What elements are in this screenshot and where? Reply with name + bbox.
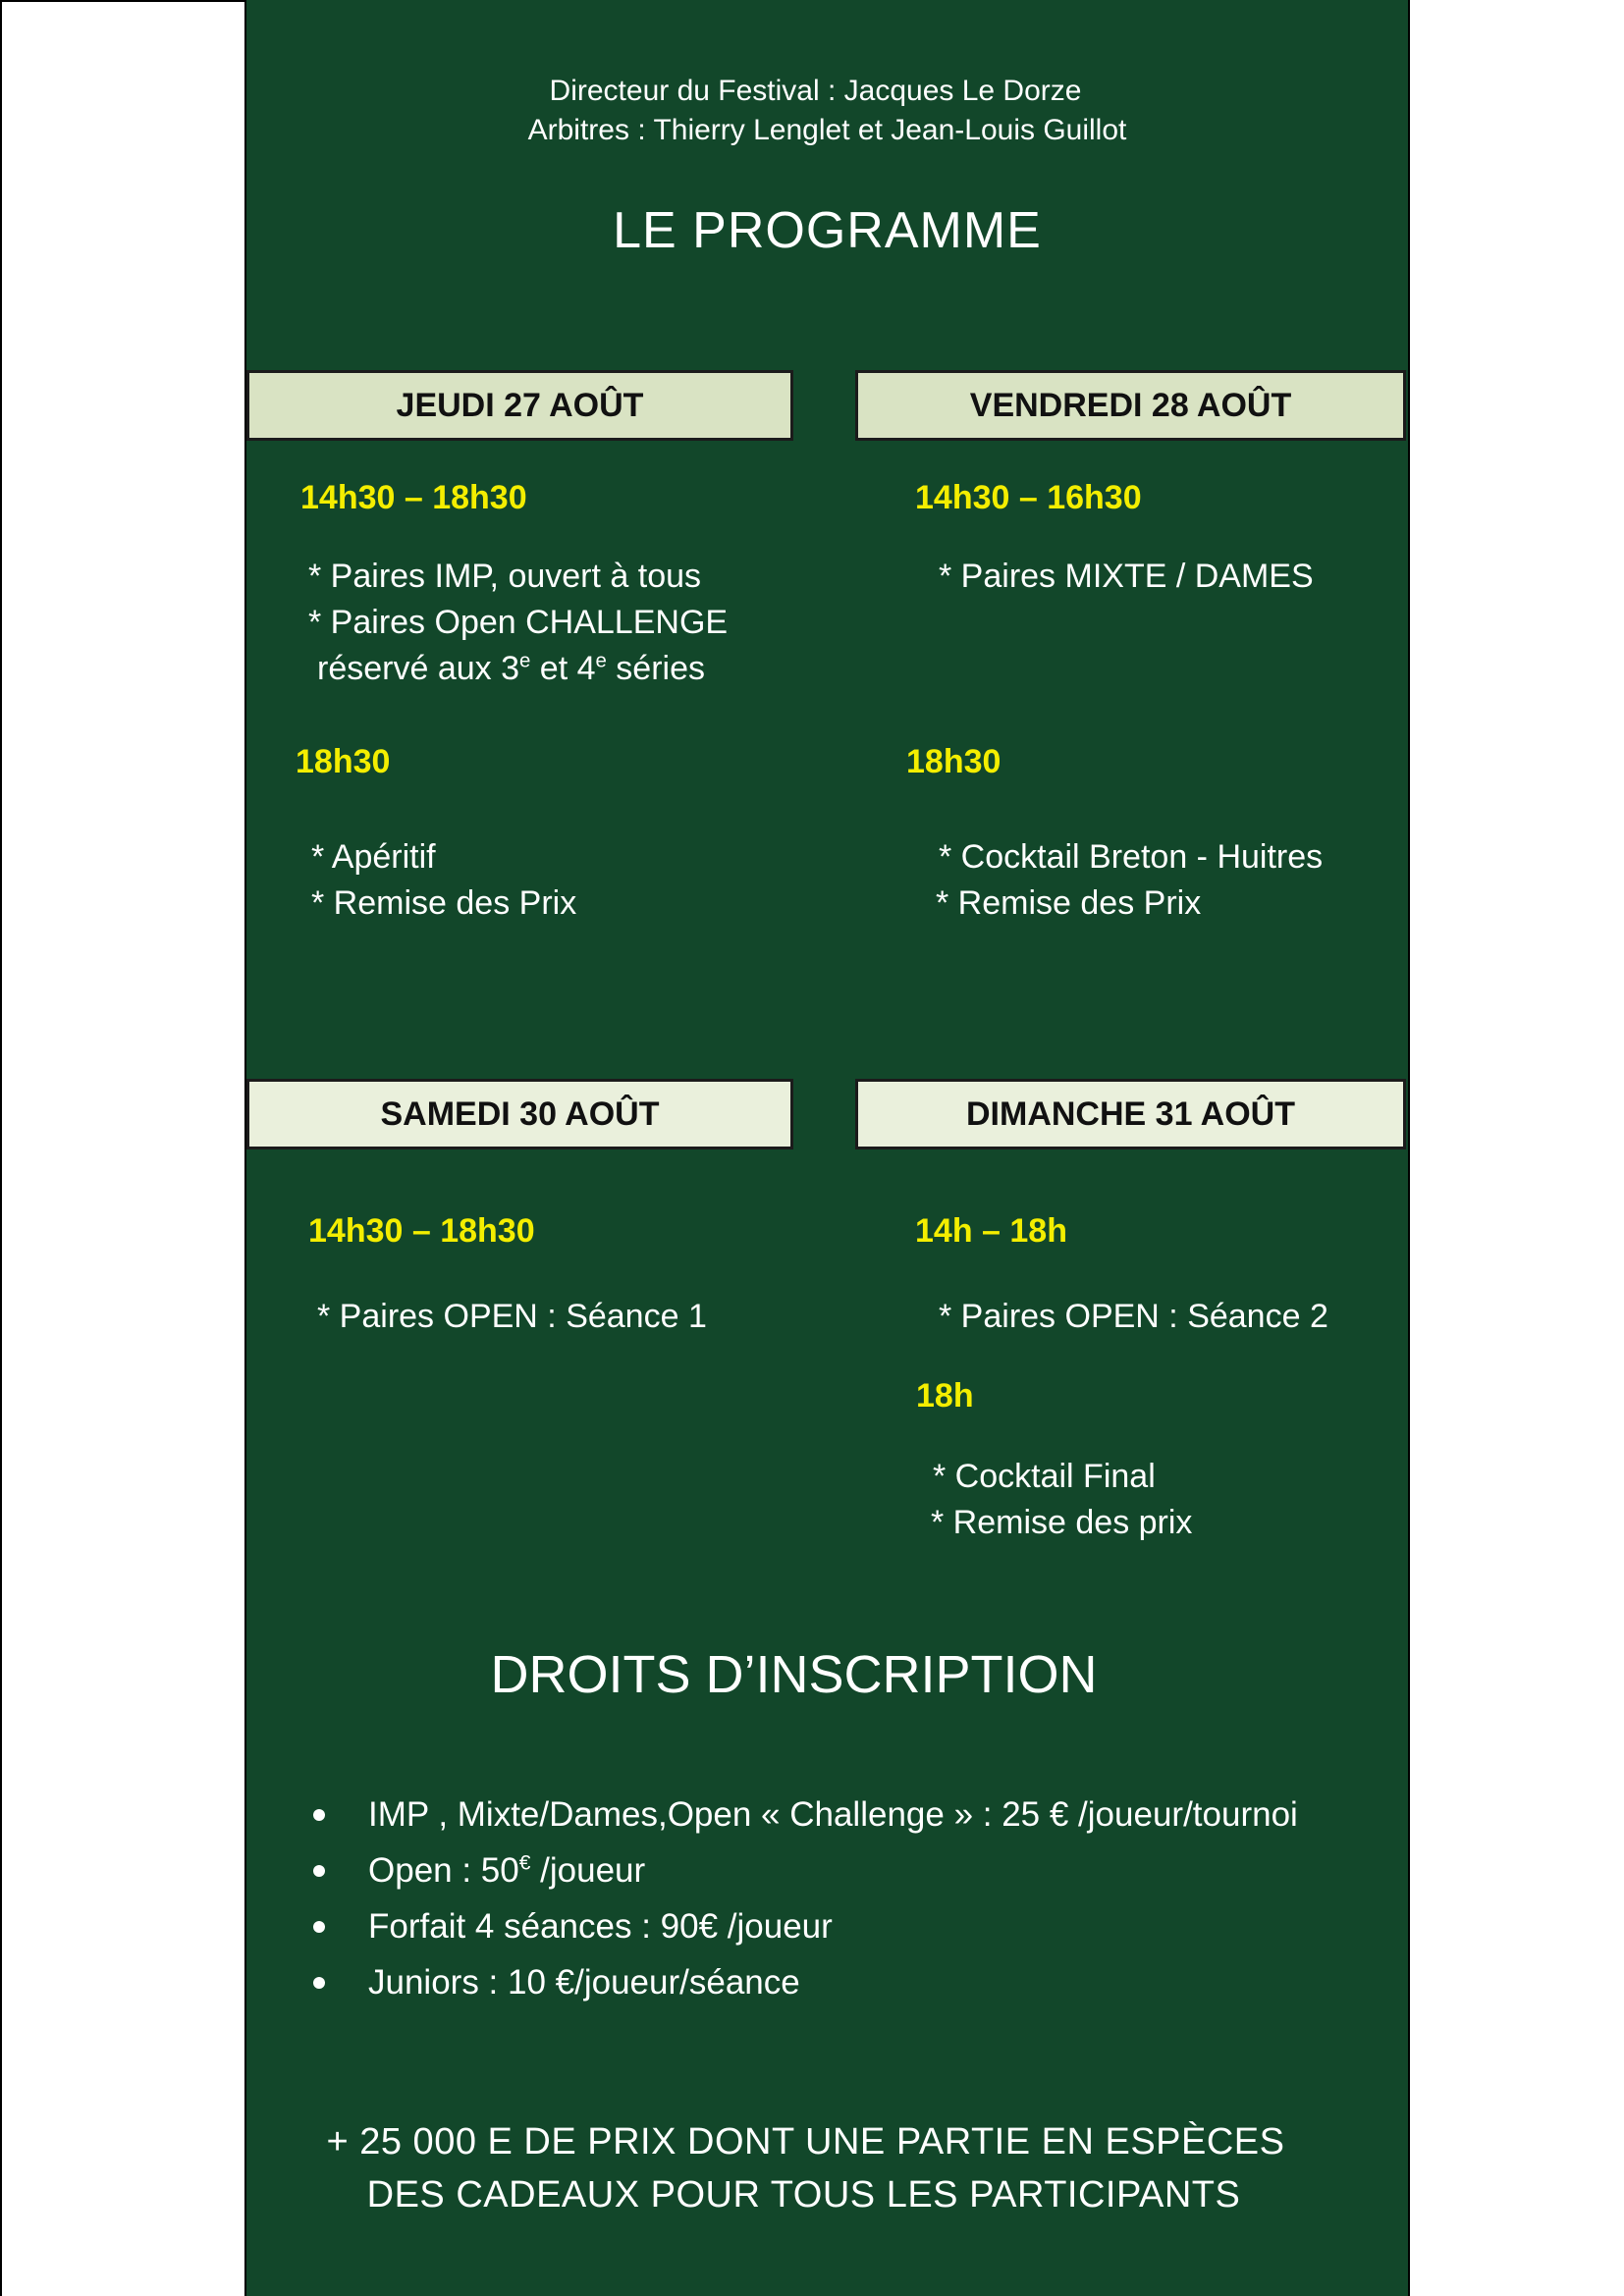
bullet-icon xyxy=(313,1809,325,1821)
bullet-icon xyxy=(313,1865,325,1877)
fee-item: Open : 50€ /joueur xyxy=(313,1842,1298,1898)
footer-gifts-line: DES CADEAUX POUR TOUS LES PARTICIPANTS xyxy=(366,2174,1241,2216)
festival-referees: Arbitres : Thierry Lenglet et Jean-Louis Guillot xyxy=(527,114,1127,146)
bullet-icon xyxy=(313,1921,325,1933)
bullet-icon xyxy=(313,1977,325,1989)
page-left-border xyxy=(0,0,2,2296)
sunday-item-open: * Paires OPEN : Séance 2 xyxy=(939,1298,1328,1335)
sunday-time-1: 14h – 18h xyxy=(915,1212,1067,1250)
thursday-item-aperitif: * Apéritif xyxy=(311,838,436,876)
footer-prize-line: + 25 000 E DE PRIX DONT UNE PARTIE EN ESPÈCES xyxy=(326,2121,1285,2163)
friday-item-cocktail: * Cocktail Breton - Huitres xyxy=(939,838,1324,876)
friday-time-2: 18h30 xyxy=(906,743,1001,780)
friday-item-mixte: * Paires MIXTE / DAMES xyxy=(939,558,1314,595)
day-header-thursday: JEUDI 27 AOÛT xyxy=(246,370,793,441)
registration-fee-list xyxy=(313,1787,1298,2010)
day-header-sunday: DIMANCHE 31 AOÛT xyxy=(855,1079,1406,1149)
programme-title: LE PROGRAMME xyxy=(613,202,1042,259)
day-header-friday: VENDREDI 28 AOÛT xyxy=(855,370,1406,441)
friday-item-prizes: * Remise des Prix xyxy=(936,884,1202,922)
sunday-item-prizes: * Remise des prix xyxy=(931,1504,1193,1541)
thursday-item-challenge: * Paires Open CHALLENGE xyxy=(308,604,729,641)
thursday-time-1: 14h30 – 18h30 xyxy=(300,479,527,516)
thursday-item-prizes: * Remise des Prix xyxy=(311,884,577,922)
thursday-item-series: réservé aux 3e et 4e séries xyxy=(317,650,705,687)
registration-title: DROITS D’INSCRIPTION xyxy=(490,1645,1098,1704)
sunday-time-2: 18h xyxy=(916,1377,974,1415)
fee-item: Forfait 4 séances : 90€ /joueur xyxy=(313,1898,1298,1954)
programme-panel xyxy=(244,0,1410,2296)
day-header-saturday: SAMEDI 30 AOÛT xyxy=(246,1079,793,1149)
page-top-border xyxy=(0,0,245,2)
saturday-time-1: 14h30 – 18h30 xyxy=(308,1212,535,1250)
thursday-time-2: 18h30 xyxy=(296,743,391,780)
fee-item: Juniors : 10 €/joueur/séance xyxy=(313,1954,1298,2010)
festival-director: Directeur du Festival : Jacques Le Dorze xyxy=(549,75,1082,107)
fee-item: IMP , Mixte/Dames,Open « Challenge » : 25 € /joueur/tournoi xyxy=(313,1787,1298,1842)
friday-time-1: 14h30 – 16h30 xyxy=(915,479,1142,516)
thursday-item-imp: * Paires IMP, ouvert à tous xyxy=(308,558,702,595)
sunday-item-cocktail: * Cocktail Final xyxy=(933,1458,1156,1495)
saturday-item-open: * Paires OPEN : Séance 1 xyxy=(317,1298,707,1335)
